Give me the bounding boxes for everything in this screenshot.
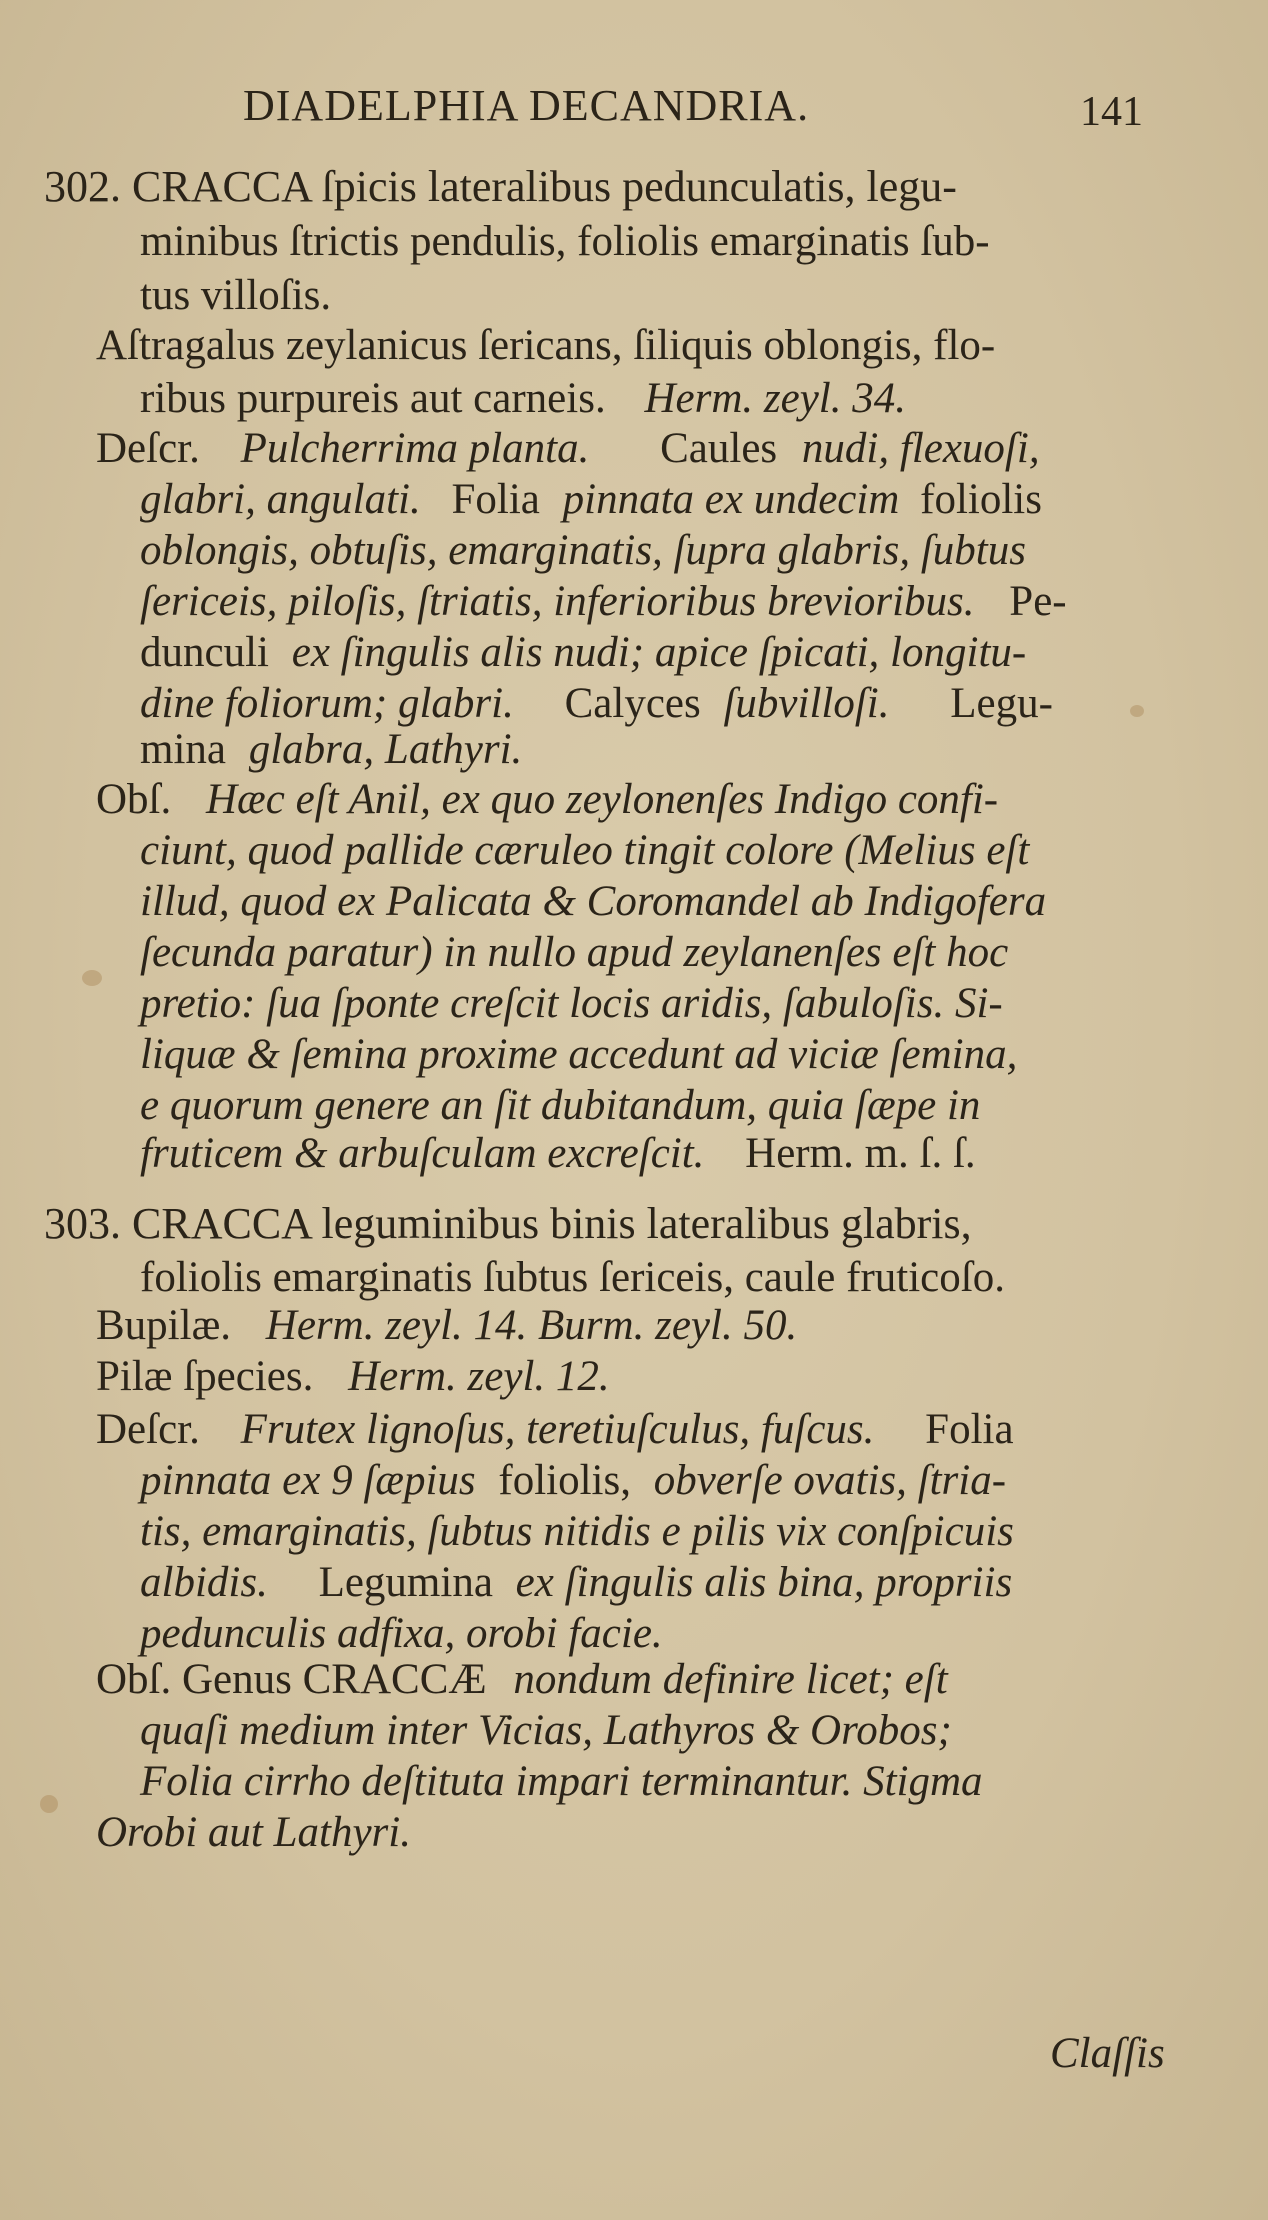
descr-text: albidis.: [140, 1559, 268, 1606]
description-302: [96, 425, 1040, 473]
observation-302-cont: liquæ & ſemina proxime accedunt ad viciæ ſemina,: [140, 1031, 1018, 1078]
observation-302-cont: illud, quod ex Palicata & Coromandel ab Indigofera: [140, 878, 1047, 925]
observation-302-cont: pretio: ſua ſponte creſcit locis aridis, ſabuloſis. Si-: [140, 980, 1003, 1027]
descr-text: ſericeis, piloſis, ſtriatis, inferioribus brevioribus.: [140, 578, 975, 625]
descr-text: Caules: [660, 425, 778, 472]
descr-text: glabra, Lathyri.: [248, 726, 523, 773]
synonym-text: Bupilæ.: [96, 1302, 232, 1349]
descr-text: dine foliorum; glabri.: [140, 680, 514, 727]
obs-label: Obſ. Genus CRACCÆ: [96, 1656, 487, 1703]
page-number: 141: [1080, 89, 1143, 135]
descr-text: pinnata ex 9 ſæpius: [140, 1457, 476, 1504]
entry-302-heading: 302. CRACCA ſpicis lateralibus pedunculatis, legu-: [44, 162, 957, 211]
description-303-cont: [140, 1457, 1006, 1505]
descr-text: obverſe ovatis, ſtria-: [653, 1457, 1007, 1504]
description-302-cont: [140, 578, 1067, 626]
descr-text: ex ſingulis alis bina, propriis: [515, 1559, 1013, 1606]
descr-text: glabri, angulati.: [140, 476, 421, 523]
synonym-bupilae: [96, 1302, 797, 1350]
observation-302-cont: e quorum genere an ſit dubitandum, quia ſæpe in: [140, 1082, 981, 1129]
description-302-cont: [140, 680, 1053, 728]
descr-text: Folia: [925, 1406, 1014, 1453]
synonym-text: Pilæ ſpecies.: [96, 1353, 314, 1400]
descr-text: pinnata ex undecim: [562, 476, 900, 523]
entry-303-heading-cont: foliolis emarginatis ſubtus ſericeis, caule fruticoſo.: [140, 1254, 1005, 1301]
descr-text: Folia: [451, 476, 540, 523]
descr-text: foliolis: [920, 476, 1042, 523]
synonym-pilae: [96, 1353, 610, 1401]
observation-303-cont: quaſi medium inter Vicias, Lathyros & Orobos;: [140, 1707, 952, 1754]
descr-text: Pulcherrima planta.: [240, 425, 590, 472]
foxing-spot: [1130, 705, 1144, 717]
observation-302: [96, 776, 998, 824]
observation-303-cont: Orobi aut Lathyri.: [96, 1809, 411, 1856]
entry-302-heading-cont: tus villoſis.: [140, 272, 332, 319]
synonym-text: ribus purpureis aut carneis.: [140, 375, 606, 422]
descr-text: Calyces: [564, 680, 701, 727]
descr-text: ex ſingulis alis nudi; apice ſpicati, longitu-: [291, 629, 1027, 676]
citation: Herm. zeyl. 12.: [348, 1353, 610, 1400]
descr-text: foliolis,: [498, 1457, 631, 1504]
descr-text: Pe-: [1009, 578, 1067, 625]
running-header: DIADELPHIA DECANDRIA.: [243, 81, 810, 130]
descr-text: Legu-: [950, 680, 1053, 727]
descr-text: Frutex lignoſus, teretiuſculus, fuſcus.: [240, 1406, 875, 1453]
description-303: [96, 1406, 1014, 1454]
descr-text: dunculi: [140, 629, 269, 676]
description-302-cont: [140, 476, 1042, 524]
citation: Herm. zeyl. 14. Burm. zeyl. 50.: [265, 1302, 798, 1349]
descr-text: ſubvilloſi.: [723, 680, 890, 727]
entry-302-heading-cont: minibus ſtrictis pendulis, foliolis emarginatis ſub-: [140, 218, 990, 265]
foxing-spot: [82, 970, 102, 986]
description-303-cont: tis, emarginatis, ſubtus nitidis e pilis vix conſpicuis: [140, 1508, 1014, 1555]
obs-label: Obſ.: [96, 776, 172, 823]
observation-302-cont: [140, 1130, 976, 1178]
obs-text: fruticem & arbuſculam excreſcit.: [140, 1130, 705, 1177]
citation: Herm. zeyl. 34.: [644, 375, 906, 422]
synonym-astragalus: Aſtragalus zeylanicus ſericans, ſiliquis oblongis, flo-: [96, 322, 996, 369]
description-302-cont: [140, 726, 522, 774]
descr-text: mina: [140, 726, 226, 773]
observation-303-cont: Folia cirrho deſtituta impari terminantur. Stigma: [140, 1758, 983, 1805]
observation-303: [96, 1656, 948, 1704]
descr-label: Deſcr.: [96, 425, 200, 472]
entry-303-heading: 303. CRACCA leguminibus binis lateralibus glabris,: [44, 1199, 972, 1248]
obs-citation: Herm. m. ſ. ſ.: [745, 1130, 976, 1177]
obs-text: Hæc eſt Anil, ex quo zeylonenſes Indigo confi-: [206, 776, 999, 823]
descr-label: Deſcr.: [96, 1406, 200, 1453]
observation-302-cont: ſecunda paratur) in nullo apud zeylanenſes eſt hoc: [140, 929, 1009, 976]
description-303-cont: pedunculis adfixa, orobi facie.: [140, 1610, 663, 1657]
synonym-astragalus-cont: [140, 375, 906, 423]
catchword: Claſſis: [1050, 2030, 1165, 2077]
foxing-spot: [40, 1795, 58, 1813]
descr-text: Legumina: [318, 1559, 493, 1606]
descr-text: nudi, flexuoſi,: [801, 425, 1040, 472]
observation-302-cont: ciunt, quod pallide cæruleo tingit colore (Melius eſt: [140, 827, 1030, 874]
description-302-cont: oblongis, obtuſis, emarginatis, ſupra glabris, ſubtus: [140, 527, 1026, 574]
description-302-cont: [140, 629, 1026, 677]
obs-text: nondum definire licet; eſt: [513, 1656, 948, 1703]
description-303-cont: [140, 1559, 1012, 1607]
